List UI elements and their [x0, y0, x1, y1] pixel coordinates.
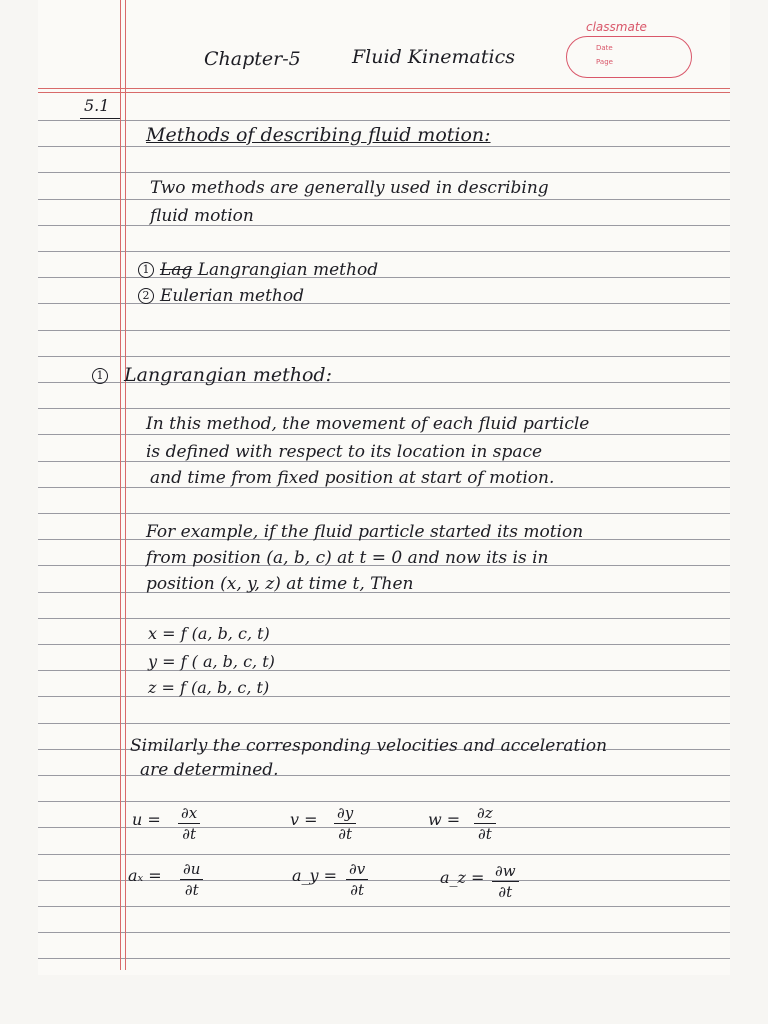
ruled-line	[38, 356, 730, 357]
equation-y: y = f ( a, b, c, t)	[148, 652, 275, 671]
ruled-line	[38, 644, 730, 645]
margin-line-left	[120, 0, 121, 970]
acceleration-z-fraction	[492, 864, 519, 900]
ruled-line	[38, 932, 730, 933]
acceleration-y-lhs: a_y =	[292, 866, 338, 885]
acceleration-x-lhs: aₓ =	[128, 866, 162, 885]
paragraph1-line-2: is defined with respect to its location in space	[146, 442, 543, 462]
langrangian-heading	[92, 364, 332, 386]
method-item-2	[138, 286, 304, 306]
ruled-line	[38, 251, 730, 252]
section-number-underline	[80, 118, 120, 119]
intro-line-1: Two methods are generally used in describing	[150, 178, 549, 198]
ruled-line	[38, 618, 730, 619]
chapter-title: Fluid Kinematics	[352, 46, 515, 68]
ruled-line	[38, 958, 730, 959]
acceleration-x-num: ∂u	[180, 862, 203, 880]
velocity-u-fraction	[178, 806, 200, 842]
paragraph3-line-1: Similarly the corresponding velocities and acceleration	[130, 736, 608, 756]
acceleration-x-fraction	[180, 862, 203, 898]
ruled-line	[38, 854, 730, 855]
ruled-line	[38, 723, 730, 724]
header-rule-bottom	[38, 92, 730, 93]
velocity-v-fraction	[334, 806, 356, 842]
ruled-line	[38, 434, 730, 435]
velocity-w-den: ∂t	[477, 825, 492, 843]
velocity-u-num: ∂x	[178, 806, 200, 824]
velocity-w-lhs: w =	[428, 810, 461, 829]
paragraph2-line-3: position (x, y, z) at time t, Then	[146, 574, 414, 594]
acceleration-z-den: ∂t	[498, 883, 513, 901]
stamp-brand: classmate	[586, 20, 647, 34]
langrangian-heading-number: 1	[92, 368, 108, 384]
langrangian-heading-text: Langrangian method:	[124, 364, 332, 386]
ruled-line	[38, 225, 730, 226]
paragraph1-line-3: and time from fixed position at start of motion.	[150, 468, 555, 488]
acceleration-z-lhs: a_z =	[440, 868, 485, 887]
paragraph3-line-2: are determined.	[140, 760, 279, 780]
paragraph2-line-1: For example, if the fluid particle started its motion	[146, 522, 584, 542]
ruled-line	[38, 906, 730, 907]
methods-heading: Methods of describing fluid motion:	[146, 124, 491, 146]
ruled-line	[38, 120, 730, 121]
acceleration-x-den: ∂t	[184, 881, 199, 899]
stamp-page-label: Page	[596, 58, 613, 66]
velocity-w-fraction	[474, 806, 496, 842]
ruled-line	[38, 513, 730, 514]
header-rule-top	[38, 88, 730, 89]
acceleration-z-num: ∂w	[492, 864, 519, 882]
velocity-v-den: ∂t	[338, 825, 353, 843]
stamp-oval	[566, 36, 692, 78]
ruled-line	[38, 330, 730, 331]
ruled-line	[38, 801, 730, 802]
ruled-line	[38, 146, 730, 147]
velocity-u-den: ∂t	[182, 825, 196, 843]
method-item-1	[138, 260, 378, 280]
acceleration-y-den: ∂t	[350, 881, 365, 899]
section-number: 5.1	[84, 96, 110, 115]
velocity-v-num: ∂y	[334, 806, 356, 824]
equation-z: z = f (a, b, c, t)	[148, 678, 270, 697]
ruled-line	[38, 408, 730, 409]
classmate-stamp	[566, 20, 696, 80]
method-struck-1: Lag	[160, 260, 193, 280]
stamp-date-label: Date	[596, 44, 613, 52]
ruled-line	[38, 199, 730, 200]
method-number-1: 1	[138, 262, 154, 278]
acceleration-y-fraction	[346, 862, 368, 898]
acceleration-y-num: ∂v	[346, 862, 368, 880]
method-text-2: Eulerian method	[160, 286, 304, 306]
method-text-1: Langrangian method	[197, 260, 379, 280]
equation-x: x = f (a, b, c, t)	[148, 624, 270, 643]
ruled-line	[38, 670, 730, 671]
velocity-v-lhs: v =	[290, 810, 318, 829]
margin-line-right	[125, 0, 126, 970]
velocity-w-num: ∂z	[474, 806, 496, 824]
velocity-u-lhs: u =	[132, 810, 161, 829]
method-number-2: 2	[138, 288, 154, 304]
ruled-line	[38, 172, 730, 173]
paragraph1-line-1: In this method, the movement of each fluid particle	[146, 414, 590, 434]
paragraph2-line-2: from position (a, b, c) at t = 0 and now its is in	[146, 548, 549, 568]
ruled-line	[38, 696, 730, 697]
intro-line-2: fluid motion	[150, 206, 254, 226]
chapter-label: Chapter-5	[204, 48, 301, 70]
